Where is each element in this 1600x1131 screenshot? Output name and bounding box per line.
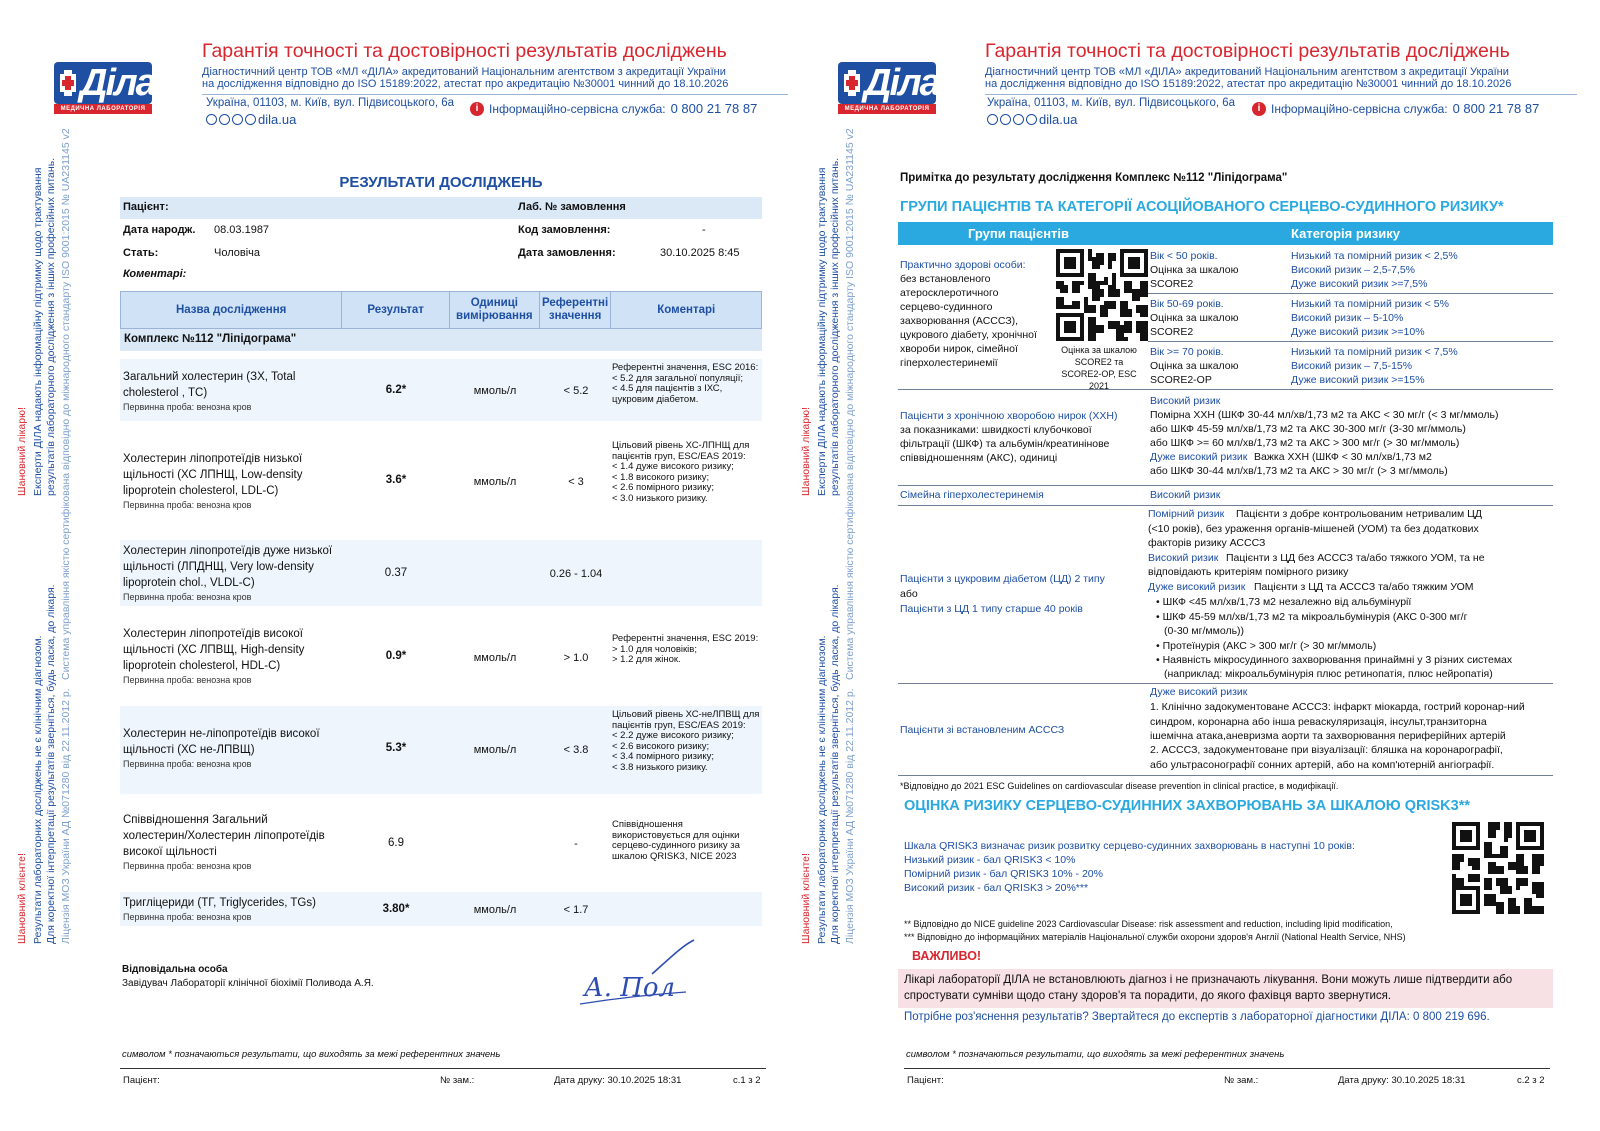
table-row: Холестерин ліпопротеїдів дуже низької щільності (ЛПДНЩ, Very low-density lipoprotein chol., VLDL-C) Первинна проба: венозна кров 0.37 0.26 - 1.04 [120,540,762,606]
risk-table-header: Групи пацієнтів Категорія ризику [898,222,1553,245]
risk-groups-heading: ГРУПИ ПАЦІЄНТІВ ТА КАТЕГОРІЇ АСОЦІЙОВАНОГО СЕРЦЕВО-СУДИННОГО РИЗИКУ* [900,199,1504,215]
table-row: Тригліцериди (ТГ, Triglycerides, TGs) Первинна проба: венозна кров 3.80* ммоль/л < 1.7 [120,892,762,926]
group-ckd: Пацієнти з хронічною хворобою нирок (ХХН) за показниками: швидкості клубочкової фільтрації (ШКФ) та альбумін/креатинінове співвідношенням (АКС), одиниці Високий ризик Помірна ХХН (ШКФ 30-44 мл/хв/1,73 м2 та АКС < 30 мг/г (< 3 мг/ммоль) або ШКФ 45-59 мл/хв/1,73 м2 та АКС 30-300 мг/г (3-30 мг/ммоль) або ШКФ >= 60 мл/хв/1,73 м2 та АКС > 300 мг/г (> 30 мг/ммоль) Дуже високий ризик Важка ХХН (ШКФ < 30 мл/хв/1,73 м2 або ШКФ 30-44 мл/хв/1,73 м2 та АКС > 30 мг/г (> 3 мг/ммоль) [898,390,1553,486]
page-number: с.1 з 2 [733,1075,761,1086]
important-notice: Лікарі лабораторії ДІЛА не встановлюють діагноз і не призначають лікування. Вони можуть лише підтвердити або спростувати сумніви щодо стану здоров'я та порадити, до якого фахівця варто звернутися. [898,969,1553,1008]
info-phone: 0 800 21 78 87 [1452,101,1540,116]
responsible-person: Відповідальна особа Завідувач Лабораторії клінічної біохімії Поливода А.Я. [122,964,374,989]
footnote: символом * позначаються результати, що виходять за межі референтних значень [122,1049,501,1060]
qrisk3-qr-code[interactable] [1452,822,1544,914]
dila-logo: Діла МЕДИЧНА ЛАБОРАТОРІЯ [838,62,936,114]
youtube-icon [245,114,256,125]
info-icon: i [1252,102,1266,116]
group-diabetes: Пацієнти з цукровим діабетом (ЦД) 2 типу або Пацієнти з ЦД 1 типу старше 40 років Помірний ризик Пацієнти з добре контрольованим нетривалим ЦД (<10 років), без ураження органів-мішеней (УОМ) та без додаткових факторів ризику АСССЗ Високий ризик Пацієнти з ЦД без АСССЗ та/або тяжкого УОМ, та не відповідають критеріям помірного ризику Дуже високий ризик Пацієнти з ЦД та АСССЗ та/або тяжким УОМ • ШКФ <45 мл/хв/1,73 м2 незалежно від альбумінурії • ШКФ 45-59 мл/хв/1,73 м2 та мікроальбумінурія (АКС 0-300 мг/г (0-30 мг/ммоль)) • Протеїнурія (АКС > 300 мг/г (> 30 мг/ммоль) • Наявність мікросудинного захворювання принаймні у 3 різних системах (наприклад: мікроальбумінурія плюс ретинопатія, плюс нейропатія) [898,506,1553,684]
table-row: Холестерин не-ліпопротеїдів високої щільності (ХС не-ЛПВЩ) Первинна проба: венозна кров 5.3* ммоль/л < 3.8 Цільовий рівень ХС-неЛПВЩ для пацієнтів груп, ESC/EAS 2019: < 2.2 дуже високого ризику; < 2.6 високого ризику; < 3.4 помірного ризику; < 3.8 низького ризику. [120,706,762,794]
table-row: Холестерин ліпопротеїдів високої щільності (ХС ЛПВЩ, High-density lipoprotein cholesterol, HDL-C) Первинна проба: венозна кров 0.9* ммоль/л > 1.0 Референтні значення, ESC 2019: > 1.0 для чоловіків; > 1.2 для жінок. [123,628,759,685]
report-page-1: Діла МЕДИЧНА ЛАБОРАТОРІЯ Гарантія точності та достовірності результатів досліджень Діагностичний центр ТОВ «МЛ «ДІЛА» акредитований Національним агентством з акредитації України на дослідження відповідно до ISO 15189:2022, атестат про акредитацію №30001 чинний до 18.10.2026 Україна, 01103, м. Київ, вул. Підвисоцького, 6а dila.ua i Інформаційно-сервісна служба: 0 800 21 78 87 Шановний лікарю! Експерти ДІЛА надають інформаційну підтримку щодо трактування результатів лабораторного дослідження з інших професійних питань. Шановний клієнте! Результати лабораторних досліджень не є клінічним діагнозом. Для коректної інтерпретації результатів зверніться, будь ласка, до лікаря. Ліцензія МОЗ України АД №071280 від 22.11.2012 р. Система управління якістю сертифікована відповідно до міжнародного стандарту ISO 9001:2015 № UA231145 v2 РЕЗУЛЬТАТИ ДОСЛІДЖЕНЬ Пацієнт: Лаб. № замовлення Дата народж. 08.03.1987 Код замовлення: - Стать: Чоловіча Дата замовлення: 30.10.2025 8:45 Коментарі: Назва дослідження Результат Одиниці вимірювання Референтні значення Коментарі Комплекс №112 "Ліпідограма" Загальний холестерин (ЗХ, Total cholesterol , TC) Первинна проба: венозна кров 6.2* ммоль/л < 5.2 Референтні значення, ESC 2016: < 5.2 для загальної популяції; < 4.5 для пацієнтів з ІХС, цукровим діабетом. Холестерин ліпопротеїдів низької щільності (ХС ЛПНЩ, Low-density lipoprotein cholesterol, LDL-C) Первинна проба: венозна кров 3.6* ммоль/л < 3 Цільовий рівень ХС-ЛПНЩ для пацієнтів груп, ESC/EAS 2019: < 1.4 дуже високого ризику; < 1.8 високого ризику; < 2.6 помірного ризику; < 3.0 низького ризику. Холестерин ліпопротеїдів дуже низької щільності (ЛПДНЩ, Very low-density lipoprotein chol., VLDL-C) Первинна проба: венозна кров 0.37 0.26 - 1.04 Холестерин ліпопротеїдів високої щільності (ХС ЛПВЩ, High-density lipoprotein cholesterol, HDL-C) Первинна проба: венозна кров 0.9* ммоль/л > 1.0 Референтні значення, ESC 2019: > 1.0 для чоловіків; > 1.2 для жінок. Холестерин не-ліпопротеїдів високої щільності (ХС не-ЛПВЩ) Первинна проба: венозна кров 5.3* ммоль/л < 3.8 Цільовий рівень ХС-неЛПВЩ для пацієнтів груп, ESC/EAS 2019: < 2.2 дуже високого ризику; < 2.6 високого ризику; < 3.4 помірного ризику; < 3.8 низького ризику. Співвідношення Загальний холестерин/Холестерин ліпопротеїдів високої щільності Первинна проба: венозна кров 6.9 - Співвідношення використовується для оцінки серцево-судинного ризику за шкалою QRISK3, NICE 2023 Тригліцериди (ТГ, Triglycerides, TGs) Первинна проба: венозна кров 3.80* ммоль/л < 1.7 Відповідальна особа Завідувач Лабораторії клінічної біохімії Поливода А.Я. А. Пол символом * позначаються результати, що виходять за межі референтних значень Пацієнт: № зам.: Дата друку: 30.10.2025 18:31 с.1 з 2 [0,0,800,1131]
info-icon: i [470,102,484,116]
instagram-icon [232,114,243,125]
page-number: с.2 з 2 [1517,1075,1545,1086]
header-accreditation: Діагностичний центр ТОВ «МЛ «ДІЛА» акредитований Національним агентством з акредитації України [202,66,726,78]
header-title: Гарантія точності та достовірності результатів досліджень [985,40,1510,62]
side-notice: Шановний лікарю! Експерти ДІЛА надають інформаційну підтримку щодо трактування результатів лабораторного дослідження з інших професійних питань. Шановний клієнте! Результати лабораторних досліджень не є клінічним діагнозом. Для коректної інтерпретації результатів зверніться, будь ласка, до лікаря. Ліцензія МОЗ України АД №071280 від 22.11.2012 р. Система управління якістю сертифікована відповідно до міжнародного стандарту ISO 9001:2015 № UA231145 v2 [16,128,72,944]
results-table-header: Назва дослідження Результат Одиниці вимірювання Референтні значення Коментарі [120,291,762,329]
svg-text:А. Пол: А. Пол [584,973,676,1003]
signature [578,938,708,1013]
header-website[interactable]: dila.ua [206,112,296,127]
side-notice: Шановний лікарю! Експерти ДІЛА надають інформаційну підтримку щодо трактування результатів лабораторного дослідження з інших професійних питань. Шановний клієнте! Результати лабораторних досліджень не є клінічним діагнозом. Для коректної інтерпретації результатів зверніться, будь ласка, до лікаря. Ліцензія МОЗ України АД №071280 від 22.11.2012 р. Система управління якістю сертифікована відповідно до міжнародного стандарту ISO 9001:2015 № UA231145 v2 [800,128,856,944]
order-date-value: 30.10.2025 8:45 [660,247,740,259]
footnote: символом * позначаються результати, що виходять за межі референтних значень [906,1049,1285,1060]
client-heading: Шановний клієнте! [16,853,28,944]
header-info-line: i Інформаційно-сервісна служба: 0 800 21 78 87 [1252,101,1539,116]
dila-logo: Діла МЕДИЧНА ЛАБОРАТОРІЯ [54,62,152,114]
instagram-icon [1013,114,1024,125]
table-row: Загальний холестерин (ЗХ, Total cholesterol , TC) Первинна проба: венозна кров 6.2* ммоль/л < 5.2 Референтні значення, ESC 2016: < 5.2 для загальної популяції; < 4.5 для пацієнтів з ІХС, цукровим діабетом. [120,359,762,421]
group-healthy: Практично здорові особи: без встановленого атеросклеротичного серцево-судинного захворювання (АСССЗ), цукрового діабету, хронічної хвороби нирок, сімейної гіперхолестеринемії Оцінка за шкалою SCORE2 та SCORE2-OP, ESC 2021 Вік < 50 років. Оцінка за шкалою SCORE2 Низький та помірний ризик < 2,5% Високий ризик – 2,5-7,5% Дуже високий ризик >=7,5% Вік 50-69 років. Оцінка за шкалою SCORE2 Низький та помірний ризик < 5% Високий ризик – 5-10% Дуже високий ризик >=10% Вік >= 70 років. Оцінка за шкалою SCORE2-OP Низький та помірний ризик < 7,5% Високий ризик – 7,5-15% Дуже високий ризик >=15% [898,245,1553,390]
globe-icon [987,114,998,125]
sex-value: Чоловіча [214,247,261,259]
table-row: Холестерин ліпопротеїдів низької щільності (ХС ЛПНЩ, Low-density lipoprotein cholesterol, LDL-C) Первинна проба: венозна кров 3.6* ммоль/л < 3 Цільовий рівень ХС-ЛПНЩ для пацієнтів груп, ESC/EAS 2019: < 1.4 дуже високого ризику; < 1.8 високого ризику; < 2.6 помірного ризику; < 3.0 низького ризику. [123,440,750,510]
contact-line[interactable]: Потрібне роз'яснення результатів? Звертайтеся до експертів з лабораторної діагностики ДІЛА: 0 800 219 696. [904,1011,1490,1023]
facebook-icon [1000,114,1011,125]
info-phone: 0 800 21 78 87 [670,101,758,116]
header-title: Гарантія точності та достовірності результатів досліджень [202,40,727,62]
header-info-line: i Інформаційно-сервісна служба: 0 800 21 78 87 [470,101,757,116]
page2-note: Примітка до результату дослідження Комплекс №112 "Ліпідограма" [900,172,1288,184]
report-page-2: Діла МЕДИЧНА ЛАБОРАТОРІЯ Гарантія точності та достовірності результатів досліджень Діагностичний центр ТОВ «МЛ «ДІЛА» акредитований Національним агентством з акредитації України на дослідження відповідно до ISO 15189:2022, атестат про акредитацію №30001 чинний до 18.10.2026 Україна, 01103, м. Київ, вул. Підвисоцького, 6а dila.ua i Інформаційно-сервісна служба: 0 800 21 78 87 Шановний лікарю! Експерти ДІЛА надають інформаційну підтримку щодо трактування результатів лабораторного дослідження з інших професійних питань. Шановний клієнте! Результати лабораторних досліджень не є клінічним діагнозом. Для коректної інтерпретації результатів зверніться, будь ласка, до лікаря. Ліцензія МОЗ України АД №071280 від 22.11.2012 р. Система управління якістю сертифікована відповідно до міжнародного стандарту ISO 9001:2015 № UA231145 v2 Примітка до результату дослідження Комплекс №112 "Ліпідограма" ГРУПИ ПАЦІЄНТІВ ТА КАТЕГОРІЇ АСОЦІЙОВАНОГО СЕРЦЕВО-СУДИННОГО РИЗИКУ* Групи пацієнтів Категорія ризику Практично здорові особи: без встановленого атеросклеротичного серцево-судинного захворювання (АСССЗ), цукрового діабету, хронічної хвороби нирок, сімейної гіперхолестеринемії Оцінка за шкалою SCORE2 та SCORE2-OP, ESC 2021 Вік < 50 років. Оцінка за шкалою SCORE2 Низький та помірний ризик < 2,5% Високий ризик – 2,5-7,5% Дуже високий ризик >=7,5% Вік 50-69 років. Оцінка за шкалою SCORE2 Низький та помірний ризик < 5% Високий ризик – 5-10% Дуже високий ризик >=10% Вік >= 70 років. Оцінка за шкалою SCORE2-OP Низький та помірний ризик < 7,5% Високий ризик – 7,5-15% Дуже високий ризик >=15% Пацієнти з хронічною хворобою нирок (ХХН) за показниками: швидкості клубочкової фільтрації (ШКФ) та альбумін/креатинінове співвідношенням (АКС), одиниці Високий ризик Помірна ХХН (ШКФ 30-44 мл/хв/1,73 м2 та АКС < 30 мг/г (< 3 мг/ммоль) або ШКФ 45-59 мл/хв/1,73 м2 та АКС 30-300 мг/г (3-30 мг/ммоль) або ШКФ >= 60 мл/хв/1,73 м2 та АКС > 300 мг/г (> 30 мг/ммоль) Дуже високий ризик Важка ХХН (ШКФ < 30 мл/хв/1,73 м2 або ШКФ 30-44 мл/хв/1,73 м2 та АКС > 30 мг/г (> 3 мг/ммоль) Сімейна гіперхолестеринемія Високий ризик Пацієнти з цукровим діабетом (ЦД) 2 типу або Пацієнти з ЦД 1 типу старше 40 років Помірний ризик Пацієнти з добре контрольованим нетривалим ЦД (<10 років), без ураження органів-мішеней (УОМ) та без додаткових факторів ризику АСССЗ Високий ризик Пацієнти з ЦД без АСССЗ та/або тяжкого УОМ, та не відповідають критеріям помірного ризику Дуже високий ризик Пацієнти з ЦД та АСССЗ та/або тяжким УОМ • ШКФ <45 мл/хв/1,73 м2 незалежно від альбумінурії • ШКФ 45-59 мл/хв/1,73 м2 та мікроальбумінурія (АКС 0-300 мг/г (0-30 мг/ммоль)) • Протеїнурія (АКС > 300 мг/г (> 30 мг/ммоль) • Наявність мікросудинного захворювання принаймні у 3 різних системах (наприклад: мікроальбумінурія плюс ретинопатія, плюс нейропатія) Пацієнти зі встановленим АСССЗ Дуже високий ризик 1. Клінічно задокументоване АСССЗ: інфаркт міокарда, гострий коронар-ний синдром, коронарна або інша реваскуляризація, інсульт,транзиторна ішемічна атака,аневризма аорти та захворювання периферійних артерій 2. АСССЗ, задокументоване при візуалізації: бляшка на коронарографії, або ультрасонографії сонних артерій, або на комп'ютерній ангіографії. *Відповідно до 2021 ESC Guidelines on cardiovascular disease prevention in clinical practice, в модифікації. ОЦІНКА РИЗИКУ СЕРЦЕВО-СУДИННИХ ЗАХВОРЮВАНЬ ЗА ШКАЛОЮ QRISK3** Шкала QRISK3 визначає ризик розвитку серцево-судинних захворювань в наступні 10 років: Низький ризик - бал QRISK3 < 10% Помірний ризик - бал QRISK3 10% - 20% Високий ризик - бал QRISK3 > 20%*** ** Відповідно до NICE guideline 2023 Cardiovascular Disease: risk assessment and reduction, including lipid modification, *** Відповідно до інформаційних матеріалів Національної служби охорони здоров'я Англії (National Health Service, NHS) ВАЖЛИВО! Лікарі лабораторії ДІЛА не встановлюють діагноз і не призначають лікування. Вони можуть лише підтвердити або спростувати сумніви щодо стану здоров'я та порадити, до якого фахівця варто звернутися. Потрібне роз'яснення результатів? Звертайтеся до експертів з лабораторної діагностики ДІЛА: 0 800 219 696. символом * позначаються результати, що виходять за межі референтних значень Пацієнт: № зам.: Дата друку: 30.10.2025 18:31 с.2 з 2 [800,0,1600,1131]
dob-value: 08.03.1987 [214,224,270,236]
header-address: Україна, 01103, м. Київ, вул. Підвисоцького, 6а [206,97,455,109]
complex-title: Комплекс №112 "Ліпідограма" [120,329,762,351]
youtube-icon [1026,114,1037,125]
score2-qr-code[interactable] [1056,249,1148,341]
header-website[interactable]: dila.ua [987,112,1077,127]
table-row: Співвідношення Загальний холестерин/Холестерин ліпопротеїдів високої щільності Первинна проба: венозна кров 6.9 - Співвідношення використовується для оцінки серцево-судинного ризику за шкалою QRISK3, NICE 2023 [123,814,740,871]
important-heading: ВАЖЛИВО! [912,949,982,963]
qrisk-heading: ОЦІНКА РИЗИКУ СЕРЦЕВО-СУДИННИХ ЗАХВОРЮВАНЬ ЗА ШКАЛОЮ QRISK3** [904,798,1470,814]
header-iso: на дослідження відповідно до ISO 15189:2022, атестат про акредитацію №30001 чинний до 18.10.2026 [202,78,729,90]
group-ascvd: Пацієнти зі встановленим АСССЗ Дуже високий ризик 1. Клінічно задокументоване АСССЗ: інфаркт міокарда, гострий коронар-ний синдром, коронарна або інша реваскуляризація, інсульт,транзиторна ішемічна атака,аневризма аорти та захворювання периферійних артерій 2. АСССЗ, задокументоване при візуалізації: бляшка на коронарографії, або ультрасонографії сонних артерій, або на комп'ютерній ангіографії. [898,684,1553,776]
doctor-heading: Шановний лікарю! [16,407,28,496]
facebook-icon [219,114,230,125]
group-familial: Сімейна гіперхолестеринемія Високий ризик [898,486,1553,506]
globe-icon [206,114,217,125]
results-title: РЕЗУЛЬТАТИ ДОСЛІДЖЕНЬ [339,174,543,191]
